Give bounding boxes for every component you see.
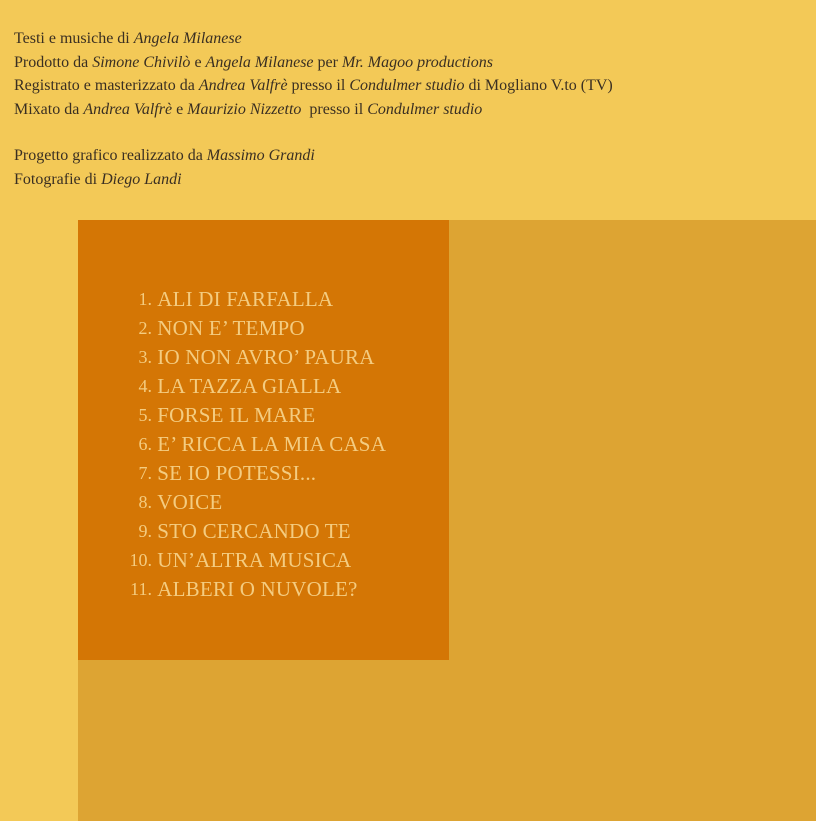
track-item: 2. NON E’ TEMPO [138, 316, 305, 340]
credit-name: Simone Chivilò [92, 53, 191, 71]
track-item: 11. ALBERI O NUVOLE? [130, 577, 358, 601]
track-item: 8. VOICE [138, 490, 223, 514]
credit-studio: Condulmer studio [367, 100, 483, 118]
credits-mixed-by: Mixato da Andrea Valfrè e Maurizio Nizzetto presso il Condulmer studio [14, 100, 483, 118]
credit-name: Diego Landi [101, 170, 182, 188]
credit-name: Angela Milanese [133, 30, 242, 47]
credit-name: Andrea Valfrè [83, 100, 173, 118]
track-item: 9. STO CERCANDO TE [138, 519, 351, 543]
track-list [112, 285, 386, 604]
track-item: 3. IO NON AVRO’ PAURA [138, 345, 375, 369]
credit-name: Massimo Grandi [206, 147, 315, 164]
credits-produced-by: Prodotto da Simone Chivilò e Angela Milanese per Mr. Magoo productions [14, 53, 493, 71]
track-item: 5. FORSE IL MARE [138, 403, 316, 427]
credits-block [14, 27, 814, 191]
credit-studio: Condulmer studio [349, 77, 465, 94]
credits-lyrics-music: Testi e musiche di Angela Milanese [14, 30, 242, 47]
track-item: 10. UN’ALTRA MUSICA [129, 548, 352, 572]
credits-graphic-design: Progetto grafico realizzato da Massimo Grandi [14, 147, 315, 164]
credit-name: Angela Milanese [205, 53, 314, 71]
credit-name: Maurizio Nizzetto [187, 100, 302, 118]
credit-name: Andrea Valfrè [198, 77, 288, 94]
track-item: 7. SE IO POTESSI... [138, 461, 317, 485]
credit-label: Mr. Magoo productions [341, 53, 493, 71]
credits-recorded-by: Registrato e masterizzato da Andrea Valfrè presso il Condulmer studio di Mogliano V.to (TV) [14, 77, 613, 94]
track-item: 6. E’ RICCA LA MIA CASA [138, 432, 387, 456]
track-item: 4. LA TAZZA GIALLA [138, 374, 342, 398]
track-item: 1. ALI DI FARFALLA [138, 287, 334, 311]
credits-photography: Fotografie di Diego Landi [14, 170, 182, 188]
